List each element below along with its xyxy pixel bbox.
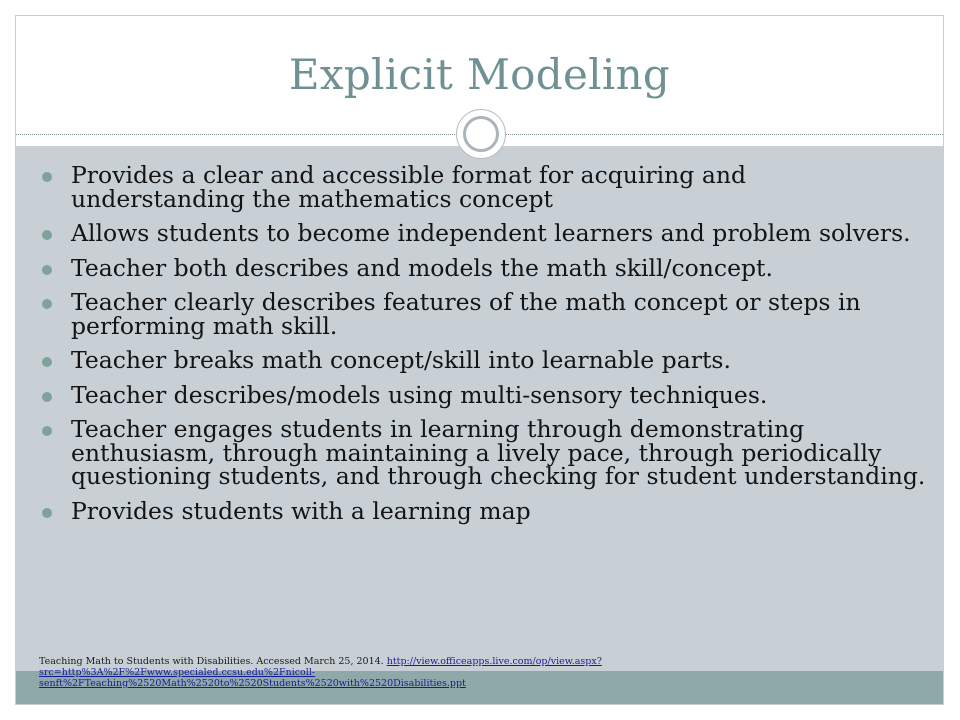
circle-ring-inner bbox=[463, 116, 499, 152]
list-item bbox=[36, 346, 926, 374]
bullet-text: Teacher describes/models using multi-sensory techniques. bbox=[71, 380, 768, 409]
list-item bbox=[36, 161, 926, 213]
bullet-text: Allows students to become independent learners and problem solvers. bbox=[71, 219, 911, 247]
list-item bbox=[36, 380, 926, 409]
bullet-text: Teacher both describes and models the math skill/concept. bbox=[71, 253, 773, 282]
citation bbox=[39, 656, 659, 689]
bullet-text: Provides students with a learning map bbox=[71, 496, 531, 525]
list-item bbox=[36, 253, 926, 282]
citation-link[interactable]: http://view.officeapps.live.com/op/view.aspx?src=http%3A%2F%2Fwww.specialed.ccsu.edu%2Fnicoll-senft%2FTeaching%2520Math%2520to%2520Students%2520with%2520Disabilities.ppt bbox=[39, 656, 602, 689]
bullet-text: Teacher breaks math concept/skill into learnable parts. bbox=[71, 346, 731, 374]
round-bullet-icon bbox=[42, 265, 52, 275]
list-item bbox=[36, 496, 926, 525]
bullet-text: Teacher clearly describes features of the math concept or steps in performing math skill. bbox=[71, 288, 861, 340]
round-bullet-icon bbox=[42, 299, 52, 309]
slide bbox=[15, 15, 944, 705]
bullet-text: Teacher engages students in learning through demonstrating enthusiasm, through maintaining a lively pace, through periodically questioning students, and through checking for student understanding. bbox=[71, 415, 926, 490]
bullet-list bbox=[36, 161, 926, 534]
round-bullet-icon bbox=[42, 172, 52, 182]
round-bullet-icon bbox=[42, 426, 52, 436]
round-bullet-icon bbox=[42, 357, 52, 367]
slide-title: Explicit Modeling bbox=[288, 50, 671, 99]
circle-ring-icon bbox=[456, 109, 506, 159]
list-item bbox=[36, 288, 926, 340]
bullet-text: Provides a clear and accessible format for acquiring and understanding the mathematics concept bbox=[71, 161, 747, 213]
round-bullet-icon bbox=[42, 230, 52, 240]
list-item bbox=[36, 219, 926, 247]
citation-text: Teaching Math to Students with Disabilities. Accessed March 25, 2014. bbox=[39, 656, 384, 667]
round-bullet-icon bbox=[42, 392, 52, 402]
list-item bbox=[36, 415, 926, 490]
round-bullet-icon bbox=[42, 508, 52, 518]
